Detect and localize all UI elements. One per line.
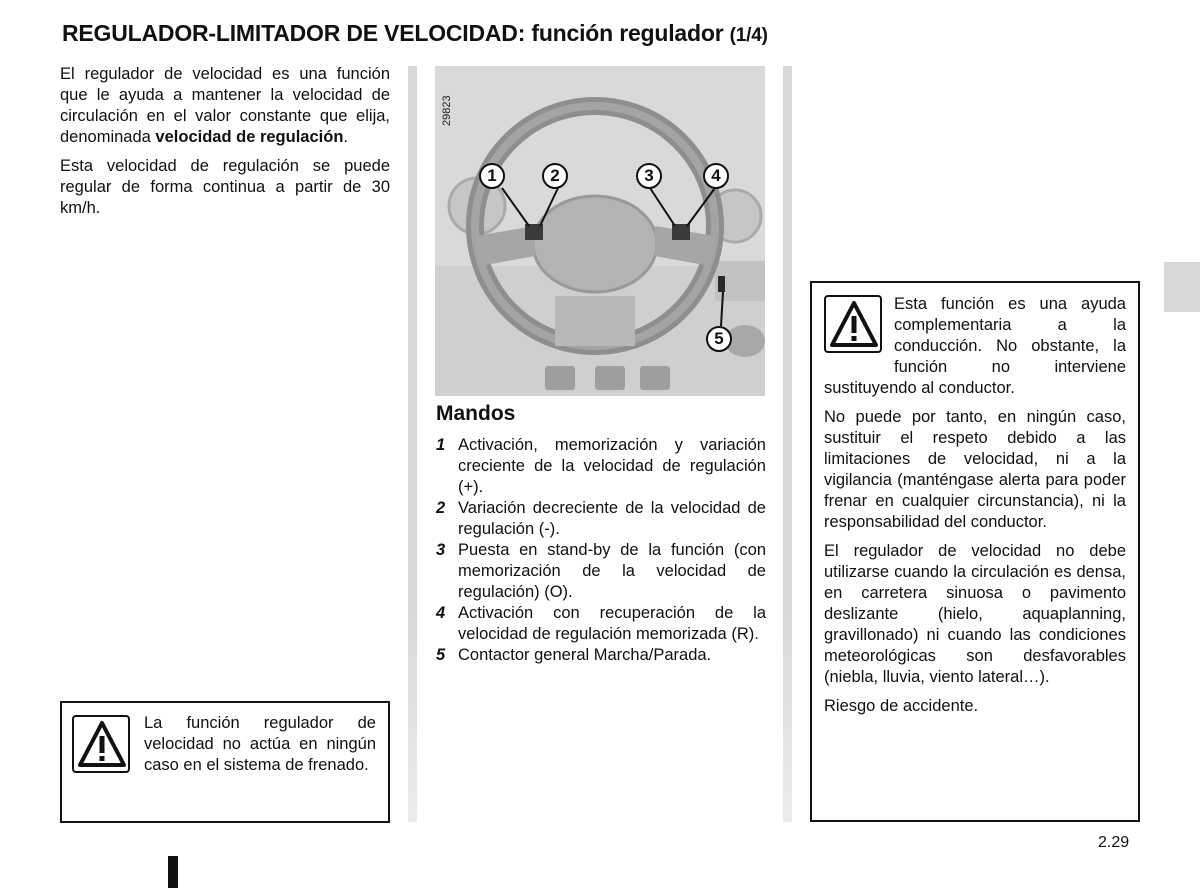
intro-bold-term: velocidad de regulación [155, 128, 344, 146]
list-item-text: Activación, memorización y variación creciente de la velocidad de regulación (+). [458, 436, 766, 496]
list-item-number: 4 [436, 604, 446, 622]
callout-3: 3 [636, 163, 662, 189]
mandos-list [436, 435, 766, 666]
page-title-text: REGULADOR-LIMITADOR DE VELOCIDAD: función regulador [62, 20, 724, 46]
mandos-heading: Mandos [436, 402, 516, 425]
list-item-text: Contactor general Marcha/Parada. [458, 646, 712, 664]
callout-5: 5 [706, 326, 732, 352]
driver-warning-box [810, 281, 1140, 822]
page-title-suffix: (1/4) [729, 25, 768, 46]
list-item [436, 435, 766, 498]
list-item-text: Puesta en stand-by de la función (con memorización de la velocidad de regulación) (O). [458, 541, 766, 601]
icon-spacer [824, 294, 894, 368]
callout-2: 2 [542, 163, 568, 189]
warning-paragraph-3: El regulador de velocidad no debe utilizarse cuando la circulación es densa, en carretera sinuosa o pavimento deslizante (hielo, aquaplanning, gravillonado) ni cuando las condiciones meteorológicas son desfavorables (niebla, lluvia, viento lateral…). [824, 542, 1126, 686]
list-item-number: 2 [436, 499, 446, 517]
intro-text: El regulador de velocidad es una función que le ayuda a mantener la velocidad de circulación en el valor constante que elija, denominada [60, 65, 390, 146]
warning-intro [824, 294, 1126, 399]
intro-paragraph-1 [60, 64, 390, 148]
figure-code [441, 74, 457, 126]
column-divider-1 [408, 66, 417, 822]
figure-code-text: 29823 [441, 95, 453, 126]
list-item [436, 498, 766, 540]
steering-wheel-figure [435, 66, 765, 396]
list-item-number: 1 [436, 436, 446, 454]
chapter-tab [1164, 262, 1200, 312]
column-divider-2 [783, 66, 792, 822]
warning-intro-text: Esta función es una ayuda complementaria a la conducción. No obstante, la función no interviene sustituyendo al conductor. [824, 295, 1126, 397]
driver-warning-content [824, 294, 1126, 725]
callout-4: 4 [703, 163, 729, 189]
list-item-number: 3 [436, 541, 446, 559]
callout-1: 1 [479, 163, 505, 189]
brake-warning-text: La función regulador de velocidad no actúa en ningún caso en el sistema de frenado. [144, 714, 376, 774]
intro-text-end: . [343, 128, 348, 146]
list-item [436, 540, 766, 603]
print-mark [168, 856, 178, 888]
list-item-text: Activación con recuperación de la velocidad de regulación memorizada (R). [458, 604, 766, 643]
list-item-number: 5 [436, 646, 446, 664]
list-item [436, 645, 766, 666]
warning-paragraph-2: No puede por tanto, en ningún caso, sustituir el respeto debido a las limitaciones de velocidad, ni a la vigilancia (manténgase alerta para poder frenar en cualquier circunstancia), ni la responsabilidad del conductor. [824, 408, 1126, 531]
intro-column [60, 64, 390, 227]
warning-triangle-icon [72, 715, 130, 773]
page-number: 2.29 [1098, 834, 1130, 851]
list-item [436, 603, 766, 645]
intro-paragraph-2: Esta velocidad de regulación se puede regular de forma continua a partir de 30 km/h. [60, 157, 390, 217]
list-item-text: Variación decreciente de la velocidad de regulación (-). [458, 499, 766, 538]
brake-warning-box [60, 701, 390, 823]
warning-paragraph-4: Riesgo de accidente. [824, 697, 979, 715]
page-title [62, 20, 1162, 47]
